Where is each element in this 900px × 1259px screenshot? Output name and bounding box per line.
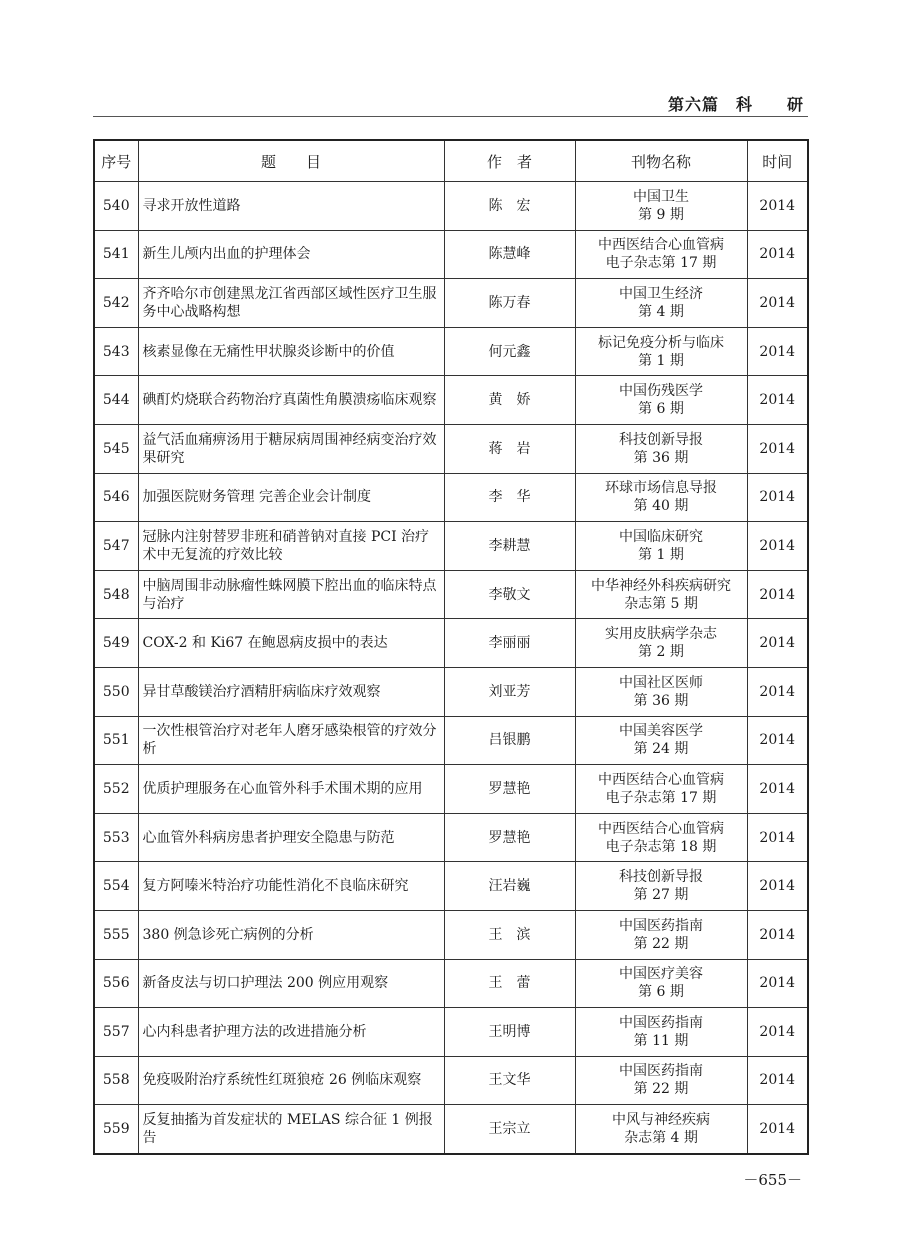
publication-year: 2014 xyxy=(747,570,808,619)
article-title: 寻求开放性道路 xyxy=(138,182,444,231)
article-author: 王 滨 xyxy=(444,910,575,959)
journal-name-line: 中华神经外科疾病研究 xyxy=(591,577,731,594)
journal-name-line: 中风与神经疾病 xyxy=(612,1112,710,1129)
journal-name-line: 杂志第 5 期 xyxy=(624,595,698,612)
publication-year: 2014 xyxy=(747,1056,808,1105)
article-title: 新备皮法与切口护理法 200 例应用观察 xyxy=(138,959,444,1008)
journal-name-line: 第 9 期 xyxy=(638,206,684,223)
row-number: 554 xyxy=(94,862,138,911)
journal-name-line: 中国社区医师 xyxy=(619,674,703,691)
row-number: 543 xyxy=(94,327,138,376)
publication-year: 2014 xyxy=(747,327,808,376)
column-header-author: 作 者 xyxy=(444,140,575,182)
journal-name xyxy=(575,279,747,328)
journal-name xyxy=(575,182,747,231)
publication-year: 2014 xyxy=(747,619,808,668)
journal-name xyxy=(575,473,747,522)
journal-name-line: 第 6 期 xyxy=(638,984,684,1001)
journal-name-line: 标记免疫分析与临床 xyxy=(598,334,724,351)
publication-year: 2014 xyxy=(747,813,808,862)
journal-name-line: 第 1 期 xyxy=(638,546,684,563)
journal-name-line: 电子杂志第 17 期 xyxy=(605,789,717,806)
table-row xyxy=(94,910,808,959)
publication-table xyxy=(93,139,809,1155)
article-title: 免疫吸附治疗系统性红斑狼疮 26 例临床观察 xyxy=(138,1056,444,1105)
column-header-no: 序号 xyxy=(94,140,138,182)
journal-name-line: 中国美容医学 xyxy=(619,723,703,740)
journal-name-line: 中西医结合心血管病 xyxy=(598,237,724,254)
article-title: 中脑周围非动脉瘤性蛛网膜下腔出血的临床特点与治疗 xyxy=(138,570,444,619)
table-row xyxy=(94,716,808,765)
article-author: 陈 宏 xyxy=(444,182,575,231)
article-author: 刘亚芳 xyxy=(444,667,575,716)
publication-year: 2014 xyxy=(747,667,808,716)
article-author: 吕银鹏 xyxy=(444,716,575,765)
journal-name xyxy=(575,765,747,814)
journal-name-line: 中国卫生经济 xyxy=(619,285,703,302)
row-number: 552 xyxy=(94,765,138,814)
running-head: 第六篇 科 研 xyxy=(667,95,804,114)
article-title: 异甘草酸镁治疗酒精肝病临床疗效观察 xyxy=(138,667,444,716)
journal-name-line: 第 22 期 xyxy=(633,935,689,952)
article-title: 380 例急诊死亡病例的分析 xyxy=(138,910,444,959)
article-title: 心内科患者护理方法的改进措施分析 xyxy=(138,1008,444,1057)
article-title: 反复抽搐为首发症状的 MELAS 综合征 1 例报告 xyxy=(138,1105,444,1154)
article-author: 王明博 xyxy=(444,1008,575,1057)
table-row xyxy=(94,1008,808,1057)
journal-name-line: 电子杂志第 17 期 xyxy=(605,255,717,272)
journal-name xyxy=(575,570,747,619)
column-header-journal: 刊物名称 xyxy=(575,140,747,182)
journal-name xyxy=(575,376,747,425)
journal-name-line: 科技创新导报 xyxy=(619,869,703,886)
table-row xyxy=(94,376,808,425)
article-author: 汪岩巍 xyxy=(444,862,575,911)
table-row xyxy=(94,813,808,862)
table-row xyxy=(94,424,808,473)
article-author: 王 蕾 xyxy=(444,959,575,1008)
article-title: 益气活血痛痹汤用于糖尿病周围神经病变治疗效果研究 xyxy=(138,424,444,473)
journal-name-line: 第 36 期 xyxy=(633,449,689,466)
table-row xyxy=(94,862,808,911)
article-title: 碘酊灼烧联合药物治疗真菌性角膜溃疡临床观察 xyxy=(138,376,444,425)
journal-name xyxy=(575,813,747,862)
table-row xyxy=(94,182,808,231)
publication-year: 2014 xyxy=(747,522,808,571)
article-author: 王宗立 xyxy=(444,1105,575,1154)
table-row xyxy=(94,667,808,716)
row-number: 557 xyxy=(94,1008,138,1057)
journal-name xyxy=(575,716,747,765)
journal-name-line: 第 6 期 xyxy=(638,401,684,418)
row-number: 553 xyxy=(94,813,138,862)
table-row xyxy=(94,959,808,1008)
journal-name-line: 第 11 期 xyxy=(633,1032,689,1049)
row-number: 548 xyxy=(94,570,138,619)
column-header-title: 题 目 xyxy=(138,140,444,182)
journal-name xyxy=(575,424,747,473)
row-number: 549 xyxy=(94,619,138,668)
journal-name-line: 第 22 期 xyxy=(633,1081,689,1098)
journal-name-line: 第 2 期 xyxy=(638,644,684,661)
article-title: 齐齐哈尔市创建黑龙江省西部区域性医疗卫生服务中心战略构想 xyxy=(138,279,444,328)
journal-name xyxy=(575,667,747,716)
article-title: 一次性根管治疗对老年人磨牙感染根管的疗效分析 xyxy=(138,716,444,765)
article-author: 陈慧峰 xyxy=(444,230,575,279)
journal-name-line: 中国医疗美容 xyxy=(619,966,703,983)
article-author: 李丽丽 xyxy=(444,619,575,668)
row-number: 547 xyxy=(94,522,138,571)
row-number: 545 xyxy=(94,424,138,473)
publication-year: 2014 xyxy=(747,230,808,279)
journal-name-line: 中国伤残医学 xyxy=(619,383,703,400)
journal-name-line: 科技创新导报 xyxy=(619,431,703,448)
journal-name xyxy=(575,327,747,376)
publication-year: 2014 xyxy=(747,959,808,1008)
journal-name xyxy=(575,1008,747,1057)
journal-name xyxy=(575,1105,747,1154)
article-author: 陈万春 xyxy=(444,279,575,328)
journal-name xyxy=(575,619,747,668)
journal-name-line: 第 1 期 xyxy=(638,352,684,369)
table-row xyxy=(94,327,808,376)
journal-name-line: 环球市场信息导报 xyxy=(605,480,717,497)
publication-year: 2014 xyxy=(747,376,808,425)
journal-name-line: 第 36 期 xyxy=(633,692,689,709)
page-number: －655－ xyxy=(743,1171,802,1189)
row-number: 542 xyxy=(94,279,138,328)
publication-year: 2014 xyxy=(747,473,808,522)
journal-name xyxy=(575,522,747,571)
publication-year: 2014 xyxy=(747,279,808,328)
table-row xyxy=(94,765,808,814)
article-title: 冠脉内注射替罗非班和硝普钠对直接 PCI 治疗术中无复流的疗效比较 xyxy=(138,522,444,571)
article-author: 罗慧艳 xyxy=(444,813,575,862)
row-number: 550 xyxy=(94,667,138,716)
table-row xyxy=(94,279,808,328)
journal-name xyxy=(575,959,747,1008)
table-row xyxy=(94,619,808,668)
journal-name-line: 中国卫生 xyxy=(633,188,689,205)
row-number: 546 xyxy=(94,473,138,522)
table-row xyxy=(94,1056,808,1105)
publication-year: 2014 xyxy=(747,765,808,814)
journal-name-line: 中国医药指南 xyxy=(619,1014,703,1031)
journal-name xyxy=(575,230,747,279)
row-number: 555 xyxy=(94,910,138,959)
row-number: 559 xyxy=(94,1105,138,1154)
journal-name-line: 中西医结合心血管病 xyxy=(598,820,724,837)
article-author: 李敬文 xyxy=(444,570,575,619)
journal-name-line: 电子杂志第 18 期 xyxy=(605,838,717,855)
journal-name-line: 第 27 期 xyxy=(633,887,689,904)
article-author: 罗慧艳 xyxy=(444,765,575,814)
journal-name xyxy=(575,862,747,911)
article-author: 蒋 岩 xyxy=(444,424,575,473)
article-title: 加强医院财务管理 完善企业会计制度 xyxy=(138,473,444,522)
row-number: 556 xyxy=(94,959,138,1008)
article-author: 黄 娇 xyxy=(444,376,575,425)
table-row xyxy=(94,522,808,571)
publication-year: 2014 xyxy=(747,910,808,959)
publication-year: 2014 xyxy=(747,1008,808,1057)
journal-name xyxy=(575,910,747,959)
row-number: 541 xyxy=(94,230,138,279)
journal-name-line: 中国医药指南 xyxy=(619,917,703,934)
table-row xyxy=(94,570,808,619)
table-row xyxy=(94,1105,808,1154)
publication-year: 2014 xyxy=(747,1105,808,1154)
table-header-row xyxy=(94,140,808,182)
row-number: 544 xyxy=(94,376,138,425)
journal-name-line: 中国临床研究 xyxy=(619,528,703,545)
article-title: 心血管外科病房患者护理安全隐患与防范 xyxy=(138,813,444,862)
article-author: 王文华 xyxy=(444,1056,575,1105)
article-title: 新生儿颅内出血的护理体会 xyxy=(138,230,444,279)
journal-name-line: 中国医药指南 xyxy=(619,1063,703,1080)
journal-name xyxy=(575,1056,747,1105)
article-title: 复方阿嗪米特治疗功能性消化不良临床研究 xyxy=(138,862,444,911)
publication-year: 2014 xyxy=(747,424,808,473)
publication-year: 2014 xyxy=(747,182,808,231)
journal-name-line: 中西医结合心血管病 xyxy=(598,771,724,788)
header-rule xyxy=(93,116,808,117)
article-title: COX-2 和 Ki67 在鲍恩病皮损中的表达 xyxy=(138,619,444,668)
article-title: 优质护理服务在心血管外科手术围术期的应用 xyxy=(138,765,444,814)
article-author: 李 华 xyxy=(444,473,575,522)
column-header-year: 时间 xyxy=(747,140,808,182)
journal-name-line: 第 40 期 xyxy=(633,498,689,515)
publication-year: 2014 xyxy=(747,862,808,911)
row-number: 558 xyxy=(94,1056,138,1105)
publication-year: 2014 xyxy=(747,716,808,765)
table-row xyxy=(94,473,808,522)
journal-name-line: 第 4 期 xyxy=(638,303,684,320)
journal-name-line: 实用皮肤病学杂志 xyxy=(605,626,717,643)
article-author: 何元鑫 xyxy=(444,327,575,376)
row-number: 540 xyxy=(94,182,138,231)
row-number: 551 xyxy=(94,716,138,765)
journal-name-line: 第 24 期 xyxy=(633,741,689,758)
table-row xyxy=(94,230,808,279)
article-title: 核素显像在无痛性甲状腺炎诊断中的价值 xyxy=(138,327,444,376)
article-author: 李耕慧 xyxy=(444,522,575,571)
journal-name-line: 杂志第 4 期 xyxy=(624,1130,698,1147)
